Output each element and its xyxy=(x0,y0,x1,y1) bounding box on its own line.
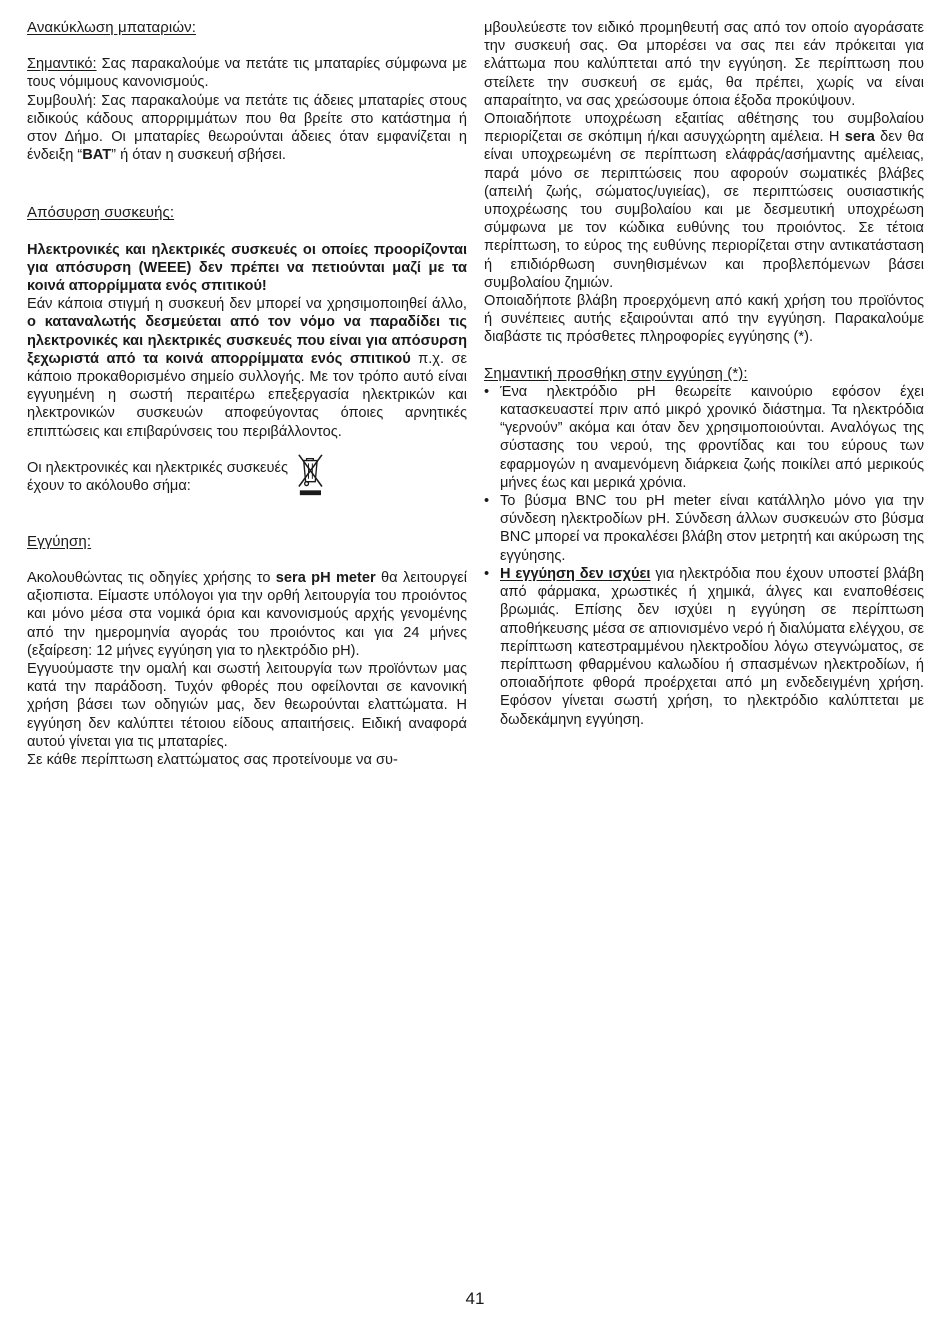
warranty-paragraph-3: Σε κάθε περίπτωση ελαττώματος σας προτείνουμε να συ- xyxy=(27,752,398,769)
crossed-out-wheelie-bin-icon xyxy=(296,451,325,497)
addendum-list xyxy=(484,383,924,729)
right-column xyxy=(484,19,924,729)
left-column xyxy=(27,19,467,769)
weee-symbol-row xyxy=(27,459,467,497)
warranty-addendum-heading: Σημαντική προσθήκη στην εγγύηση (*): xyxy=(484,364,748,382)
misuse-paragraph: Οποιαδήποτε βλάβη προερχόμενη από κακή χρήση του προϊόντος ή συνέπειες αυτής εξαιρούνται από την εγγύηση. Παρακαλούμε διαβάστε τις πρόσθετες πληροφορίες εγγύησης (*). xyxy=(484,293,924,346)
battery-important-text: Σας παρακαλούμε να πετάτε τις μπαταρίες σύμφωνα με τους νόμιμους κανονισμούς. xyxy=(27,56,467,91)
liability-text: Οποιαδήποτε υποχρέωση εξαιτίας αθέτησης του συμβολαίου περιορίζεται σε σκόπιμη ή/και ασυγχώρητη αμέλεια. Η xyxy=(484,111,924,146)
page-number: 41 xyxy=(465,1289,485,1308)
battery-important-label: Σημαντικό: xyxy=(27,56,97,73)
disposal-paragraph xyxy=(27,295,467,441)
battery-important-paragraph xyxy=(27,55,467,91)
disposal-text-end: π.χ. σε κάποιο προκαθορισμένο σημείο συλλογής. Με τον τρόπο αυτό είναι εγγυημένη η σωστή περαιτέρω επεξεργασία ηλεκτρικών και ηλεκτρονικών συσκευών αποφεύγοντας όποιες αρνητικές επιπτώσεις και επιβαρύνσεις του περιβάλλοντος. xyxy=(27,350,467,440)
warranty-continuation-paragraph: μβουλεύεστε τον ειδικό προμηθευτή σας από τον οποίο αγοράσατε την συσκευή σας. Θα μπορέσει να σας πει εάν πρόκειται για ελάττωμα που καλύπτεται από την εγγύηση. Σε περίπτωση που στείλετε την συσκευή σε εμάς, θα πρέπει, χωρίς να είναι απαραίτητο, να σας χρεώσουμε όποια έξοδα προκύψουν. xyxy=(484,20,924,109)
warranty-text-end: θα λειτουργεί αξιοπιστα. Είμαστε υπόλογοι για την ορθή λειτουργία του προιόντος και μόνο μέσα στα νομικά όρια και κανονισμούς αρχής γενομένης από την ημερομηνία αγοράς του προιόντος και για 24 μήνες (εξαίρεση: 12 μήνες εγγύηση για το ηλεκτρόδιο pH). xyxy=(27,570,468,659)
disposal-obligation-text: ο καταναλωτής δεσμεύεται από τον νόμο να παραδίδει τις ηλεκτρονικές και ηλεκτρικές συσκευές που είναι για απόσυρση ξεχωριστά από τα κοινά απορρίμματα ενός σπιτικού xyxy=(27,314,467,367)
liability-text-end: δεν θα είναι υποχρεωμένη σε περίπτωση ελάφράς/ασήμαντης αμέλειας, παρά μόνο σε περιπτώσεις που αφορούν σωματικές βλάβες (απειλή ζωής, σώματος/υγιείας), σε περιπτώσεις ουσιαστικής υποχρέωσης του συμβολαίου και με δεσμευτική υποχρέωση σύμφωνα με τον κώδικα ευθύνης του προιόντος. Σε τέτοια περίπτωση, το εύρος της ευθύνης περιορίζεται στην αντικατάσταση ή επιδιόρθωση συνηθισμένων και προβλεπόμενων βάσει συμβολαίου ζημιών. xyxy=(484,129,924,291)
battery-advice-paragraph xyxy=(27,92,467,165)
warranty-void-label: Η εγγύηση δεν ισχύει xyxy=(500,565,651,582)
bat-indicator: BAT xyxy=(82,147,112,164)
addendum-item-exclusions xyxy=(484,565,924,729)
product-name: sera pH meter xyxy=(275,570,376,587)
exclusions-text: για ηλεκτρόδια που έχουν υποστεί βλάβη από φάρμακα, χρωστικές ή χημικά, άλγες και εναποθέσεις βρωμιάς. Επίσης δεν ισχύει η εγγύηση σε περίπτωση αποθήκευσης μέσα σε απιονισμένο νερό ή διαλύματα ελέγχου, σε περίπτωση κατεστραμμένου ηλεκτροδίου λόγω στεγνώματος, σε περίπτωση φθαρμένου καλωδίου ή σπασμένων ηλεκτροδίων, ή οποιαδήποτε φθορά προέρχεται από μη ενδεδειγμένη χρήση. Εφόσον γίνεται σωστή χρήση, το ηλεκτρόδιο καλύπτεται με δωδεκάμηνη εγγύηση. xyxy=(500,565,925,728)
warranty-paragraph-2: Εγγυούμαστε την ομαλή και σωστή λειτουργία των προϊόντων μας κατά την παράδοση. Τυχόν φθορές που οφείλονται σε κανονική χρήση βάσει των οδηγιών μας, δεν θεωρούνται ελαττώματα. Η εγγύηση δεν καλύπτει τέτοιου είδους απαιτήσεις. Ειδική αναφορά αυτού γίνεται για τις μπαταρίες. xyxy=(27,661,467,750)
addendum-item-electrode-age: • Ένα ηλεκτρόδιο pH θεωρείτε καινούριο εφόσον έχει κατασκευαστεί πριν από μικρό χρονικό διάστημα. Τα ηλεκτρόδια “γερνούν” ακόμα και όταν δεν χρησιμοποιούνται. Αναλόγως της σύστασης του νερού, της φροντίδας και του εύρους των εφαρμογών η αναμενόμενη διάρκεια ζωής ποικίλει από μερικούς μήνες έως και μερικά χρόνια. xyxy=(484,383,924,492)
warranty-text: Ακολουθώντας τις οδηγίες χρήσης το xyxy=(27,570,276,587)
warranty-heading: Εγγύηση: xyxy=(27,532,92,550)
brand-name: sera xyxy=(844,129,875,146)
disposal-text: Εάν κάποια στιγμή η συσκευή δεν μπορεί να χρησιμοποιηθεί άλλο, xyxy=(27,296,467,313)
warranty-paragraph-1 xyxy=(27,569,467,660)
weee-warning: Ηλεκτρονικές και ηλεκτρικές συσκευές οι οποίες προορίζονται για απόσυρση (WEEE) δεν πρέπει να πετιούνται μαζί με τα κοινά απορρίμματα ενός σπιτικού! xyxy=(27,241,467,295)
battery-advice-text: Συμβουλή: Σας παρακαλούμε να πετάτε τις άδειες μπαταρίες στους ειδικούς κάδους απορριμμάτων που θα βρείτε στο κατάστημα ή στον Δήμο. Οι μπαταρίες θεωρούνται άδειες όταν εμφανίζεται η ένδειξη “ xyxy=(27,92,467,164)
device-disposal-heading: Απόσυρση συσκευής: xyxy=(27,204,175,222)
addendum-item-bnc-connector: • Το βύσμα BNC του pH meter είναι κατάλληλο μόνο για την σύνδεση ηλεκτροδίων pH. Σύνδεση άλλων συσκευών στο βύσμα BNC μπορεί να προκαλέσει βλάβη στον μετρητή και ακύρωση της εγγύησης. xyxy=(484,492,924,565)
liability-paragraph xyxy=(484,110,924,292)
battery-recycling-heading: Ανακύκλωση μπαταριών: xyxy=(27,19,197,36)
battery-advice-text-end: ” ή όταν η συσκευή σβήσει. xyxy=(111,147,286,164)
symbol-caption: Οι ηλεκτρονικές και ηλεκτρικές συσκευές έχουν το ακόλουθο σήμα: xyxy=(27,459,289,495)
